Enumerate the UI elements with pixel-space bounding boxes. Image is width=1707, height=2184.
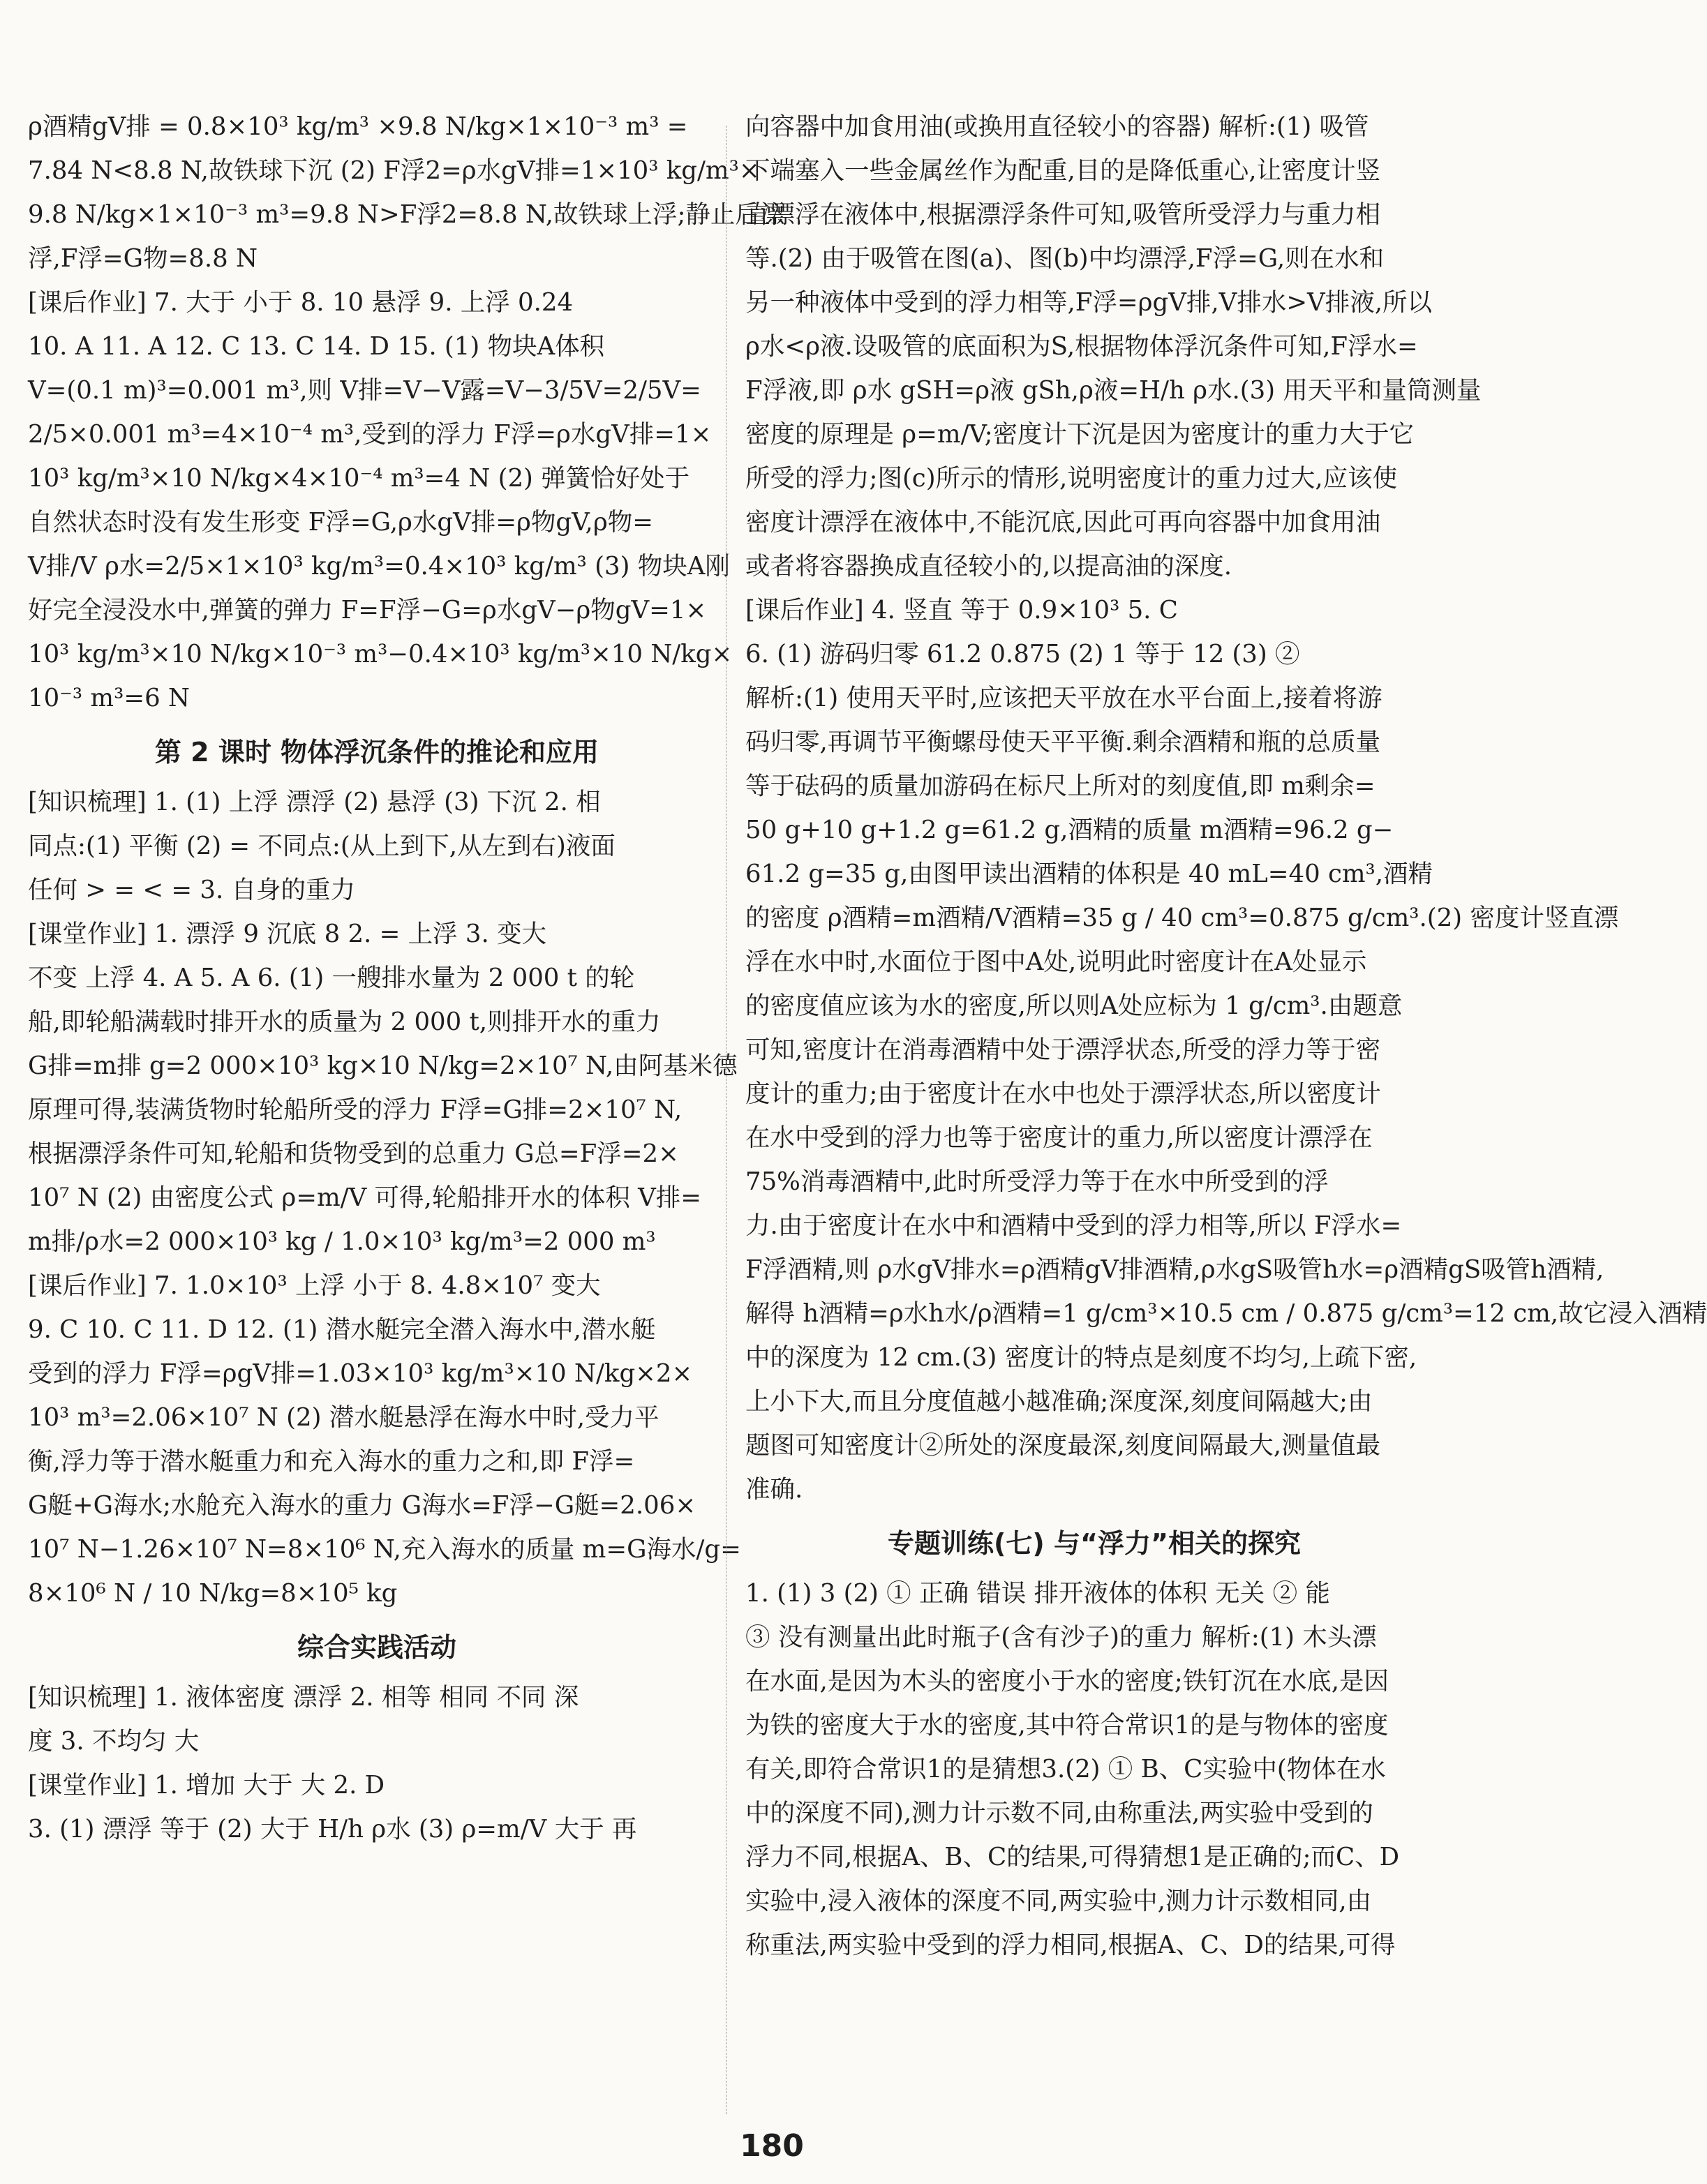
text-line: m排/ρ水=2 000×10³ kg / 1.0×10³ kg/m³=2 000 m³ — [28, 1227, 656, 1256]
text-line: 解析:(1) 使用天平时,应该把天平放在水平台面上,接着将游 — [745, 684, 1382, 712]
text-line: 另一种液体中受到的浮力相等,F浮=ρgV排,V排水>V排液,所以 — [745, 288, 1432, 317]
text-line: ③ 没有测量出此时瓶子(含有沙子)的重力 解析:(1) 木头漂 — [745, 1623, 1377, 1652]
text-line: 8×10⁶ N / 10 N/kg=8×10⁵ kg — [28, 1579, 398, 1608]
text-line: 船,即轮船满载时排开水的质量为 2 000 t,则排开水的重力 — [28, 1008, 661, 1036]
text-line: 所受的浮力;图(c)所示的情形,说明密度计的重力过大,应该使 — [745, 464, 1398, 493]
text-line: 同点:(1) 平衡 (2) = 不同点:(从上到下,从左到右)液面 — [28, 832, 616, 860]
text-line: [知识梳理] 1. (1) 上浮 漂浮 (2) 悬浮 (3) 下沉 2. 相 — [28, 788, 601, 816]
text-line: 或者将容器换成直径较小的,以提高油的深度. — [745, 552, 1232, 581]
text-line: 下端塞入一些金属丝作为配重,目的是降低重心,让密度计竖 — [745, 156, 1381, 185]
text-line: 受到的浮力 F浮=ρgV排=1.03×10³ kg/m³×10 N/kg×2× — [28, 1359, 693, 1388]
text-line: 自然状态时没有发生形变 F浮=G,ρ水gV排=ρ物gV,ρ物= — [28, 508, 653, 537]
text-line: 2/5×0.001 m³=4×10⁻⁴ m³,受到的浮力 F浮=ρ水gV排=1× — [28, 420, 712, 449]
text-line: V排/V ρ水=2/5×1×10³ kg/m³=0.4×10³ kg/m³ (3) 物块A刚 — [28, 552, 730, 581]
text-line: 中的深度不同),测力计示数不同,由称重法,两实验中受到的 — [745, 1799, 1373, 1827]
text-line: 题图可知密度计②所处的深度最深,刻度间隔最大,测量值最 — [745, 1431, 1381, 1460]
text-line: 码归零,再调节平衡螺母使天平平衡.剩余酒精和瓶的总质量 — [745, 728, 1381, 756]
section-heading: 第 2 课时 物体浮沉条件的推论和应用 — [154, 737, 599, 768]
text-line: 的密度 ρ酒精=m酒精/V酒精=35 g / 40 cm³=0.875 g/cm³.(2) 密度计竖直漂 — [745, 904, 1619, 932]
left-block-2 — [28, 780, 741, 1615]
left-block-3 — [28, 1675, 726, 1851]
text-line: [课堂作业] 1. 增加 大于 大 2. D — [28, 1771, 385, 1800]
text-line: 9. C 10. C 11. D 12. (1) 潜水艇完全潜入海水中,潜水艇 — [28, 1315, 656, 1344]
text-line: 10⁷ N (2) 由密度公式 ρ=m/V 可得,轮船排开水的体积 V排= — [28, 1183, 702, 1212]
text-line: 6. (1) 游码归零 61.2 0.875 (2) 1 等于 12 (3) ② — [745, 640, 1300, 668]
text-line: G排=m排 g=2 000×10³ kg×10 N/kg=2×10⁷ N,由阿基米德 — [28, 1052, 738, 1080]
text-line: 根据漂浮条件可知,轮船和货物受到的总重力 G总=F浮=2× — [28, 1139, 679, 1168]
text-line: 任何 > = < = 3. 自身的重力 — [28, 876, 356, 904]
text-line: G艇+G海水;水舱充入海水的重力 G海水=F浮−G艇=2.06× — [28, 1491, 696, 1520]
text-line: F浮酒精,则 ρ水gV排水=ρ酒精gV排酒精,ρ水gS吸管h水=ρ酒精gS吸管h酒精, — [745, 1255, 1604, 1284]
text-line: [知识梳理] 1. 液体密度 漂浮 2. 相等 相同 不同 深 — [28, 1683, 579, 1712]
text-line: V=(0.1 m)³=0.001 m³,则 V排=V−V露=V−3/5V=2/5V= — [28, 376, 701, 405]
text-line: 向容器中加食用油(或换用直径较小的容器) 解析:(1) 吸管 — [745, 112, 1369, 141]
text-line: 上小下大,而且分度值越小越准确;深度深,刻度间隔越大;由 — [745, 1387, 1373, 1416]
page-number: 180 — [740, 2128, 804, 2164]
text-line: 9.8 N/kg×1×10⁻³ m³=9.8 N>F浮2=8.8 N,故铁球上浮;静止后漂 — [28, 200, 785, 229]
text-line: 密度的原理是 ρ=m/V;密度计下沉是因为密度计的重力大于它 — [745, 420, 1415, 449]
text-line: 为铁的密度大于水的密度,其中符合常识1的是与物体的密度 — [745, 1711, 1389, 1740]
text-line: 50 g+10 g+1.2 g=61.2 g,酒精的质量 m酒精=96.2 g− — [745, 816, 1394, 844]
right-column — [745, 105, 1707, 1967]
text-line: 浮,F浮=G物=8.8 N — [28, 244, 258, 273]
text-line: 实验中,浸入液体的深度不同,两实验中,测力计示数相同,由 — [745, 1887, 1372, 1915]
text-line: 力.由于密度计在水中和酒精中受到的浮力相等,所以 F浮水= — [745, 1211, 1402, 1240]
text-line: 度计的重力;由于密度计在水中也处于漂浮状态,所以密度计 — [745, 1079, 1381, 1108]
right-block-2 — [745, 1571, 1443, 1967]
text-line: 不变 上浮 4. A 5. A 6. (1) 一艘排水量为 2 000 t 的轮 — [28, 964, 635, 992]
text-line: [课堂作业] 1. 漂浮 9 沉底 8 2. = 上浮 3. 变大 — [28, 920, 547, 948]
text-line: 衡,浮力等于潜水艇重力和充入海水的重力之和,即 F浮= — [28, 1447, 635, 1476]
text-line: 称重法,两实验中受到的浮力相同,根据A、C、D的结果,可得 — [745, 1931, 1396, 1959]
text-line: 在水面,是因为木头的密度小于水的密度;铁钉沉在水底,是因 — [745, 1667, 1389, 1696]
text-line: [课后作业] 7. 1.0×10³ 上浮 小于 8. 4.8×10⁷ 变大 — [28, 1271, 601, 1300]
section-heading: 专题训练(七) 与“浮力”相关的探究 — [888, 1528, 1301, 1559]
text-line: 密度计漂浮在液体中,不能沉底,因此可再向容器中加食用油 — [745, 508, 1381, 537]
section-heading: 综合实践活动 — [297, 1632, 456, 1663]
text-line: 10. A 11. A 12. C 13. C 14. D 15. (1) 物块A体积 — [28, 332, 605, 361]
text-line: 等.(2) 由于吸管在图(a)、图(b)中均漂浮,F浮=G,则在水和 — [745, 244, 1385, 273]
text-line: 有关,即符合常识1的是猜想3.(2) ① B、C实验中(物体在水 — [745, 1755, 1386, 1783]
text-line: 在水中受到的浮力也等于密度计的重力,所以密度计漂浮在 — [745, 1123, 1373, 1152]
text-line: ρ酒精gV排 = 0.8×10³ kg/m³ ×9.8 N/kg×1×10⁻³ m³ = — [28, 112, 688, 141]
text-line: 直漂浮在液体中,根据漂浮条件可知,吸管所受浮力与重力相 — [745, 200, 1381, 229]
text-line: 10⁷ N−1.26×10⁷ N=8×10⁶ N,充入海水的质量 m=G海水/g= — [28, 1535, 741, 1564]
text-line: 10³ kg/m³×10 N/kg×4×10⁻⁴ m³=4 N (2) 弹簧恰好处于 — [28, 464, 690, 493]
text-line: 浮力不同,根据A、B、C的结果,可得猜想1是正确的;而C、D — [745, 1843, 1400, 1871]
text-line: 10³ kg/m³×10 N/kg×10⁻³ m³−0.4×10³ kg/m³×10 N/kg× — [28, 640, 733, 668]
text-line: 解得 h酒精=ρ水h水/ρ酒精=1 g/cm³×10.5 cm / 0.875 g/cm³=12 cm,故它浸入酒精 — [745, 1299, 1707, 1328]
text-line: 的密度值应该为水的密度,所以则A处应标为 1 g/cm³.由题意 — [745, 992, 1403, 1020]
text-line: 10³ m³=2.06×10⁷ N (2) 潜水艇悬浮在海水中时,受力平 — [28, 1403, 659, 1432]
left-block-1 — [28, 105, 785, 720]
text-line: 原理可得,装满货物时轮船所受的浮力 F浮=G排=2×10⁷ N, — [28, 1095, 683, 1124]
text-line: 中的深度为 12 cm.(3) 密度计的特点是刻度不均匀,上疏下密, — [745, 1343, 1417, 1372]
text-line: [课后作业] 7. 大于 小于 8. 10 悬浮 9. 上浮 0.24 — [28, 288, 574, 317]
text-line: 75%消毒酒精中,此时所受浮力等于在水中所受到的浮 — [745, 1167, 1329, 1196]
text-line: ρ水<ρ液.设吸管的底面积为S,根据物体浮沉条件可知,F浮水= — [745, 332, 1418, 361]
text-line: 10⁻³ m³=6 N — [28, 684, 190, 712]
text-line: 浮在水中时,水面位于图中A处,说明此时密度计在A处显示 — [745, 948, 1367, 976]
text-line: 度 3. 不均匀 大 — [28, 1727, 200, 1756]
text-line: 准确. — [745, 1475, 803, 1504]
text-line: 1. (1) 3 (2) ① 正确 错误 排开液体的体积 无关 ② 能 — [745, 1579, 1330, 1608]
text-line: 7.84 N<8.8 N,故铁球下沉 (2) F浮2=ρ水gV排=1×10³ kg/m³× — [28, 156, 760, 185]
text-line: 61.2 g=35 g,由图甲读出酒精的体积是 40 mL=40 cm³,酒精 — [745, 860, 1433, 888]
right-block-1 — [745, 105, 1707, 1511]
text-line: 3. (1) 漂浮 等于 (2) 大于 H/h ρ水 (3) ρ=m/V 大于 再 — [28, 1815, 637, 1843]
text-line: F浮液,即 ρ水 gSH=ρ液 gSh,ρ液=H/h ρ水.(3) 用天平和量筒测量 — [745, 376, 1482, 405]
text-line: 可知,密度计在消毒酒精中处于漂浮状态,所受的浮力等于密 — [745, 1035, 1381, 1064]
text-line: 好完全浸没水中,弹簧的弹力 F=F浮−G=ρ水gV−ρ物gV=1× — [28, 596, 707, 624]
text-line: 等于砝码的质量加游码在标尺上所对的刻度值,即 m剩余= — [745, 772, 1376, 800]
text-line: [课后作业] 4. 竖直 等于 0.9×10³ 5. C — [745, 596, 1178, 624]
